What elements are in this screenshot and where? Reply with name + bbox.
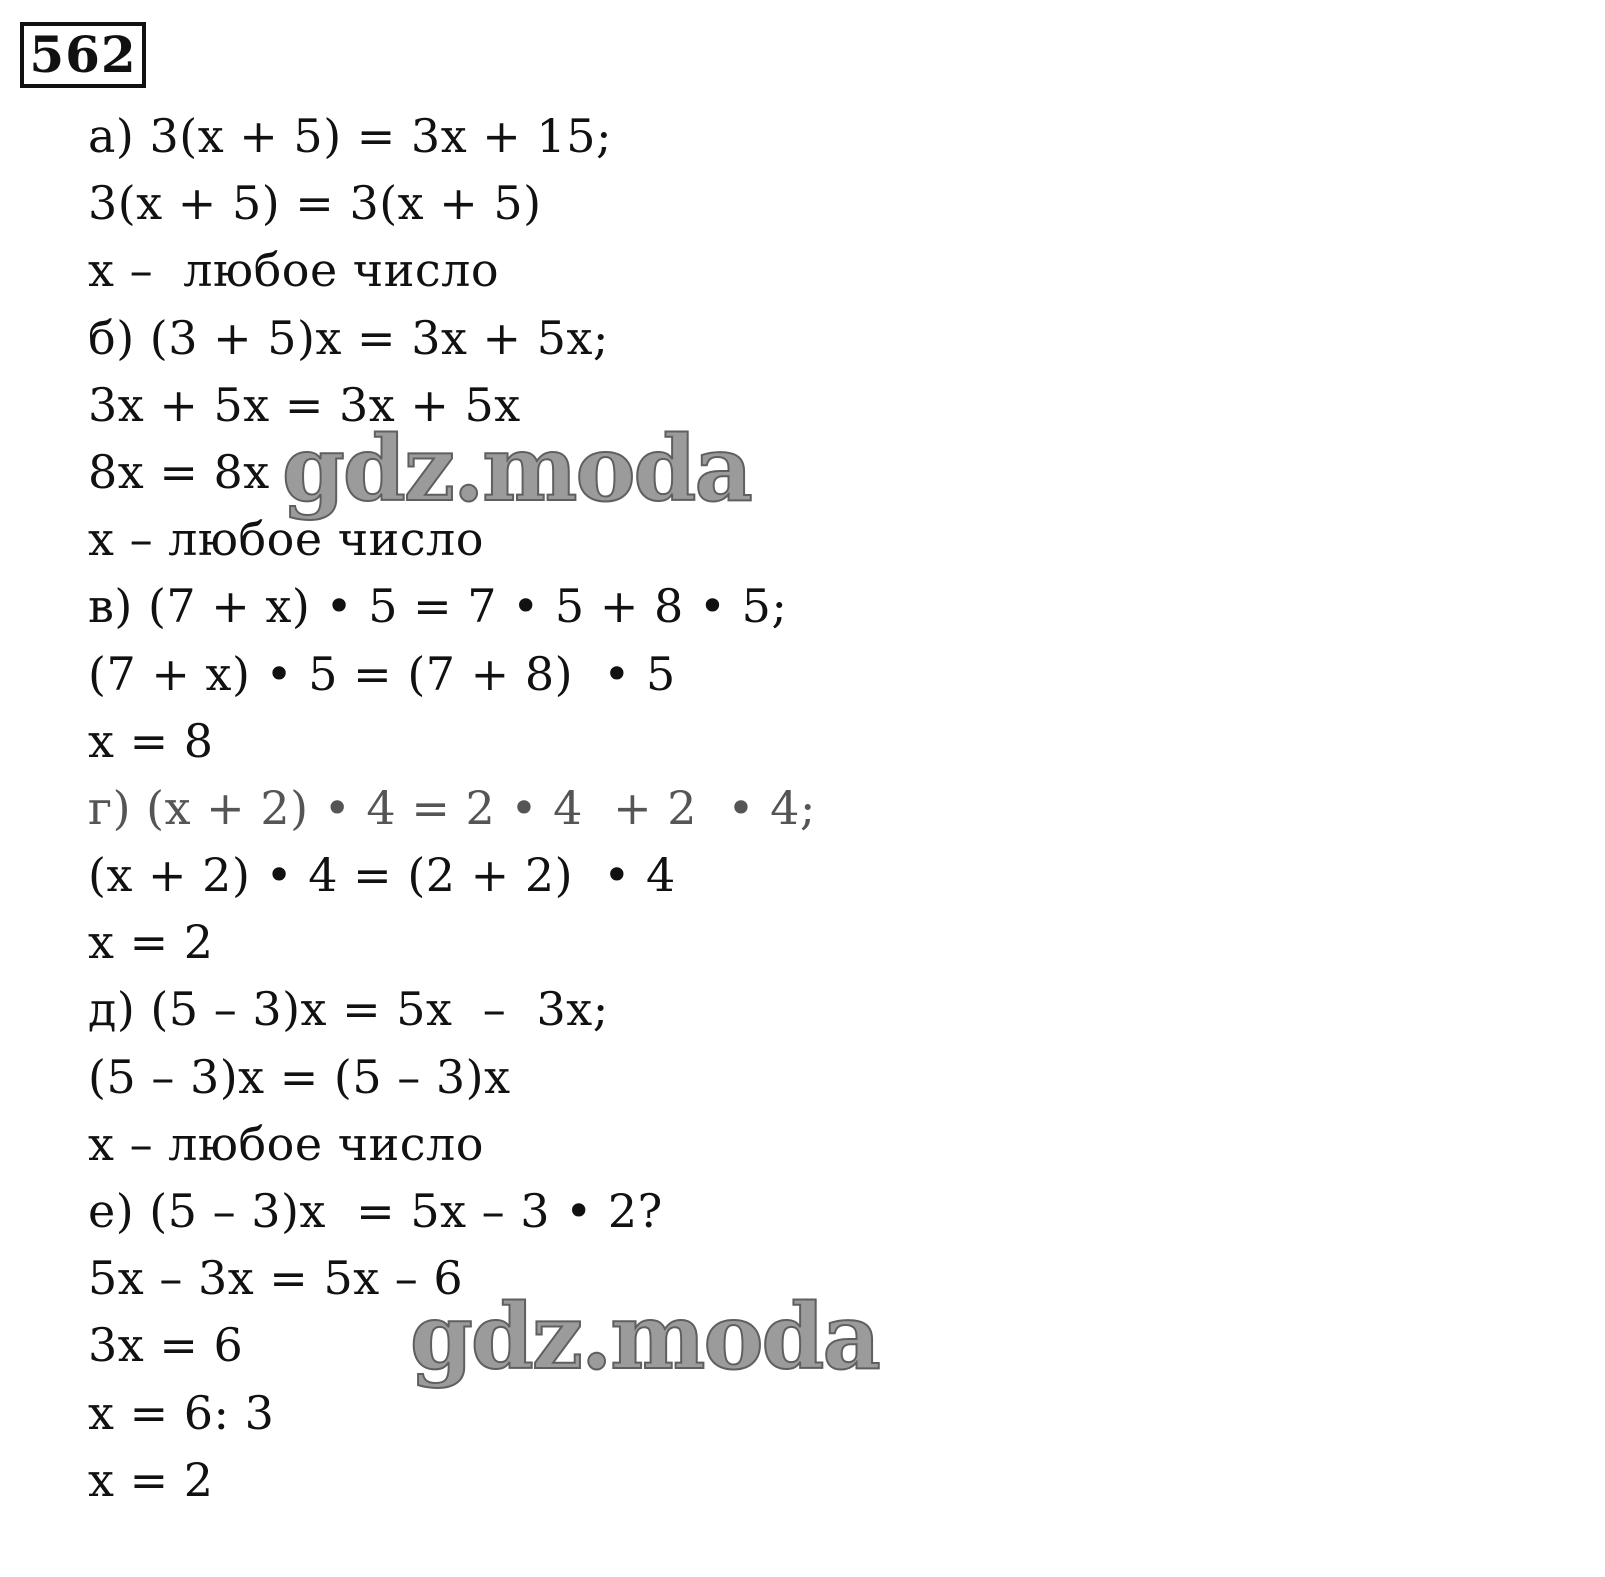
solution-line-a-equation: а) 3(x + 5) = 3x + 15; [88, 109, 612, 163]
watermark-top: gdz.moda [282, 416, 751, 522]
solution-line-e-step3: x = 6: 3 [88, 1385, 275, 1440]
solution-line-e-equation: е) (5 – 3)x = 5x – 3 • 2? [88, 1184, 663, 1238]
solution-line-d-answer: x – любое число [88, 1116, 484, 1171]
solution-line-d-equation: д) (5 – 3)x = 5x – 3x; [88, 982, 609, 1037]
watermark-bottom: gdz.moda [410, 1284, 879, 1390]
solution-line-v-step: (7 + x) • 5 = (7 + 8) • 5 [88, 646, 676, 701]
solution-line-e-step2: 3x = 6 [88, 1318, 244, 1373]
solution-line-b-answer: x – любое число [88, 512, 484, 567]
solution-line-g-step: (x + 2) • 4 = (2 + 2) • 4 [88, 848, 676, 903]
solution-line-e-step1: 5x – 3x = 5x – 6 [88, 1251, 464, 1306]
solution-line-a-answer: x – любое число [88, 243, 500, 298]
solution-line-v-equation: в) (7 + x) • 5 = 7 • 5 + 8 • 5; [88, 579, 788, 634]
solution-line-v-answer: x = 8 [88, 713, 214, 768]
solution-line-b-step1: 3x + 5x = 3x + 5x [88, 377, 521, 432]
solution-line-d-step: (5 – 3)x = (5 – 3)x [88, 1049, 511, 1104]
solution-line-g-equation: г) (x + 2) • 4 = 2 • 4 + 2 • 4; [88, 780, 816, 835]
solution-line-b-step2: 8x = 8x [88, 444, 270, 499]
problem-number-box [20, 22, 146, 88]
solution-line-e-answer: x = 2 [88, 1452, 214, 1507]
solution-line-g-answer: x = 2 [88, 915, 214, 970]
problem-number: 562 [29, 25, 137, 84]
solution-line-b-equation: б) (3 + 5)x = 3x + 5x; [88, 310, 609, 365]
solution-line-a-step: 3(x + 5) = 3(x + 5) [88, 176, 542, 231]
